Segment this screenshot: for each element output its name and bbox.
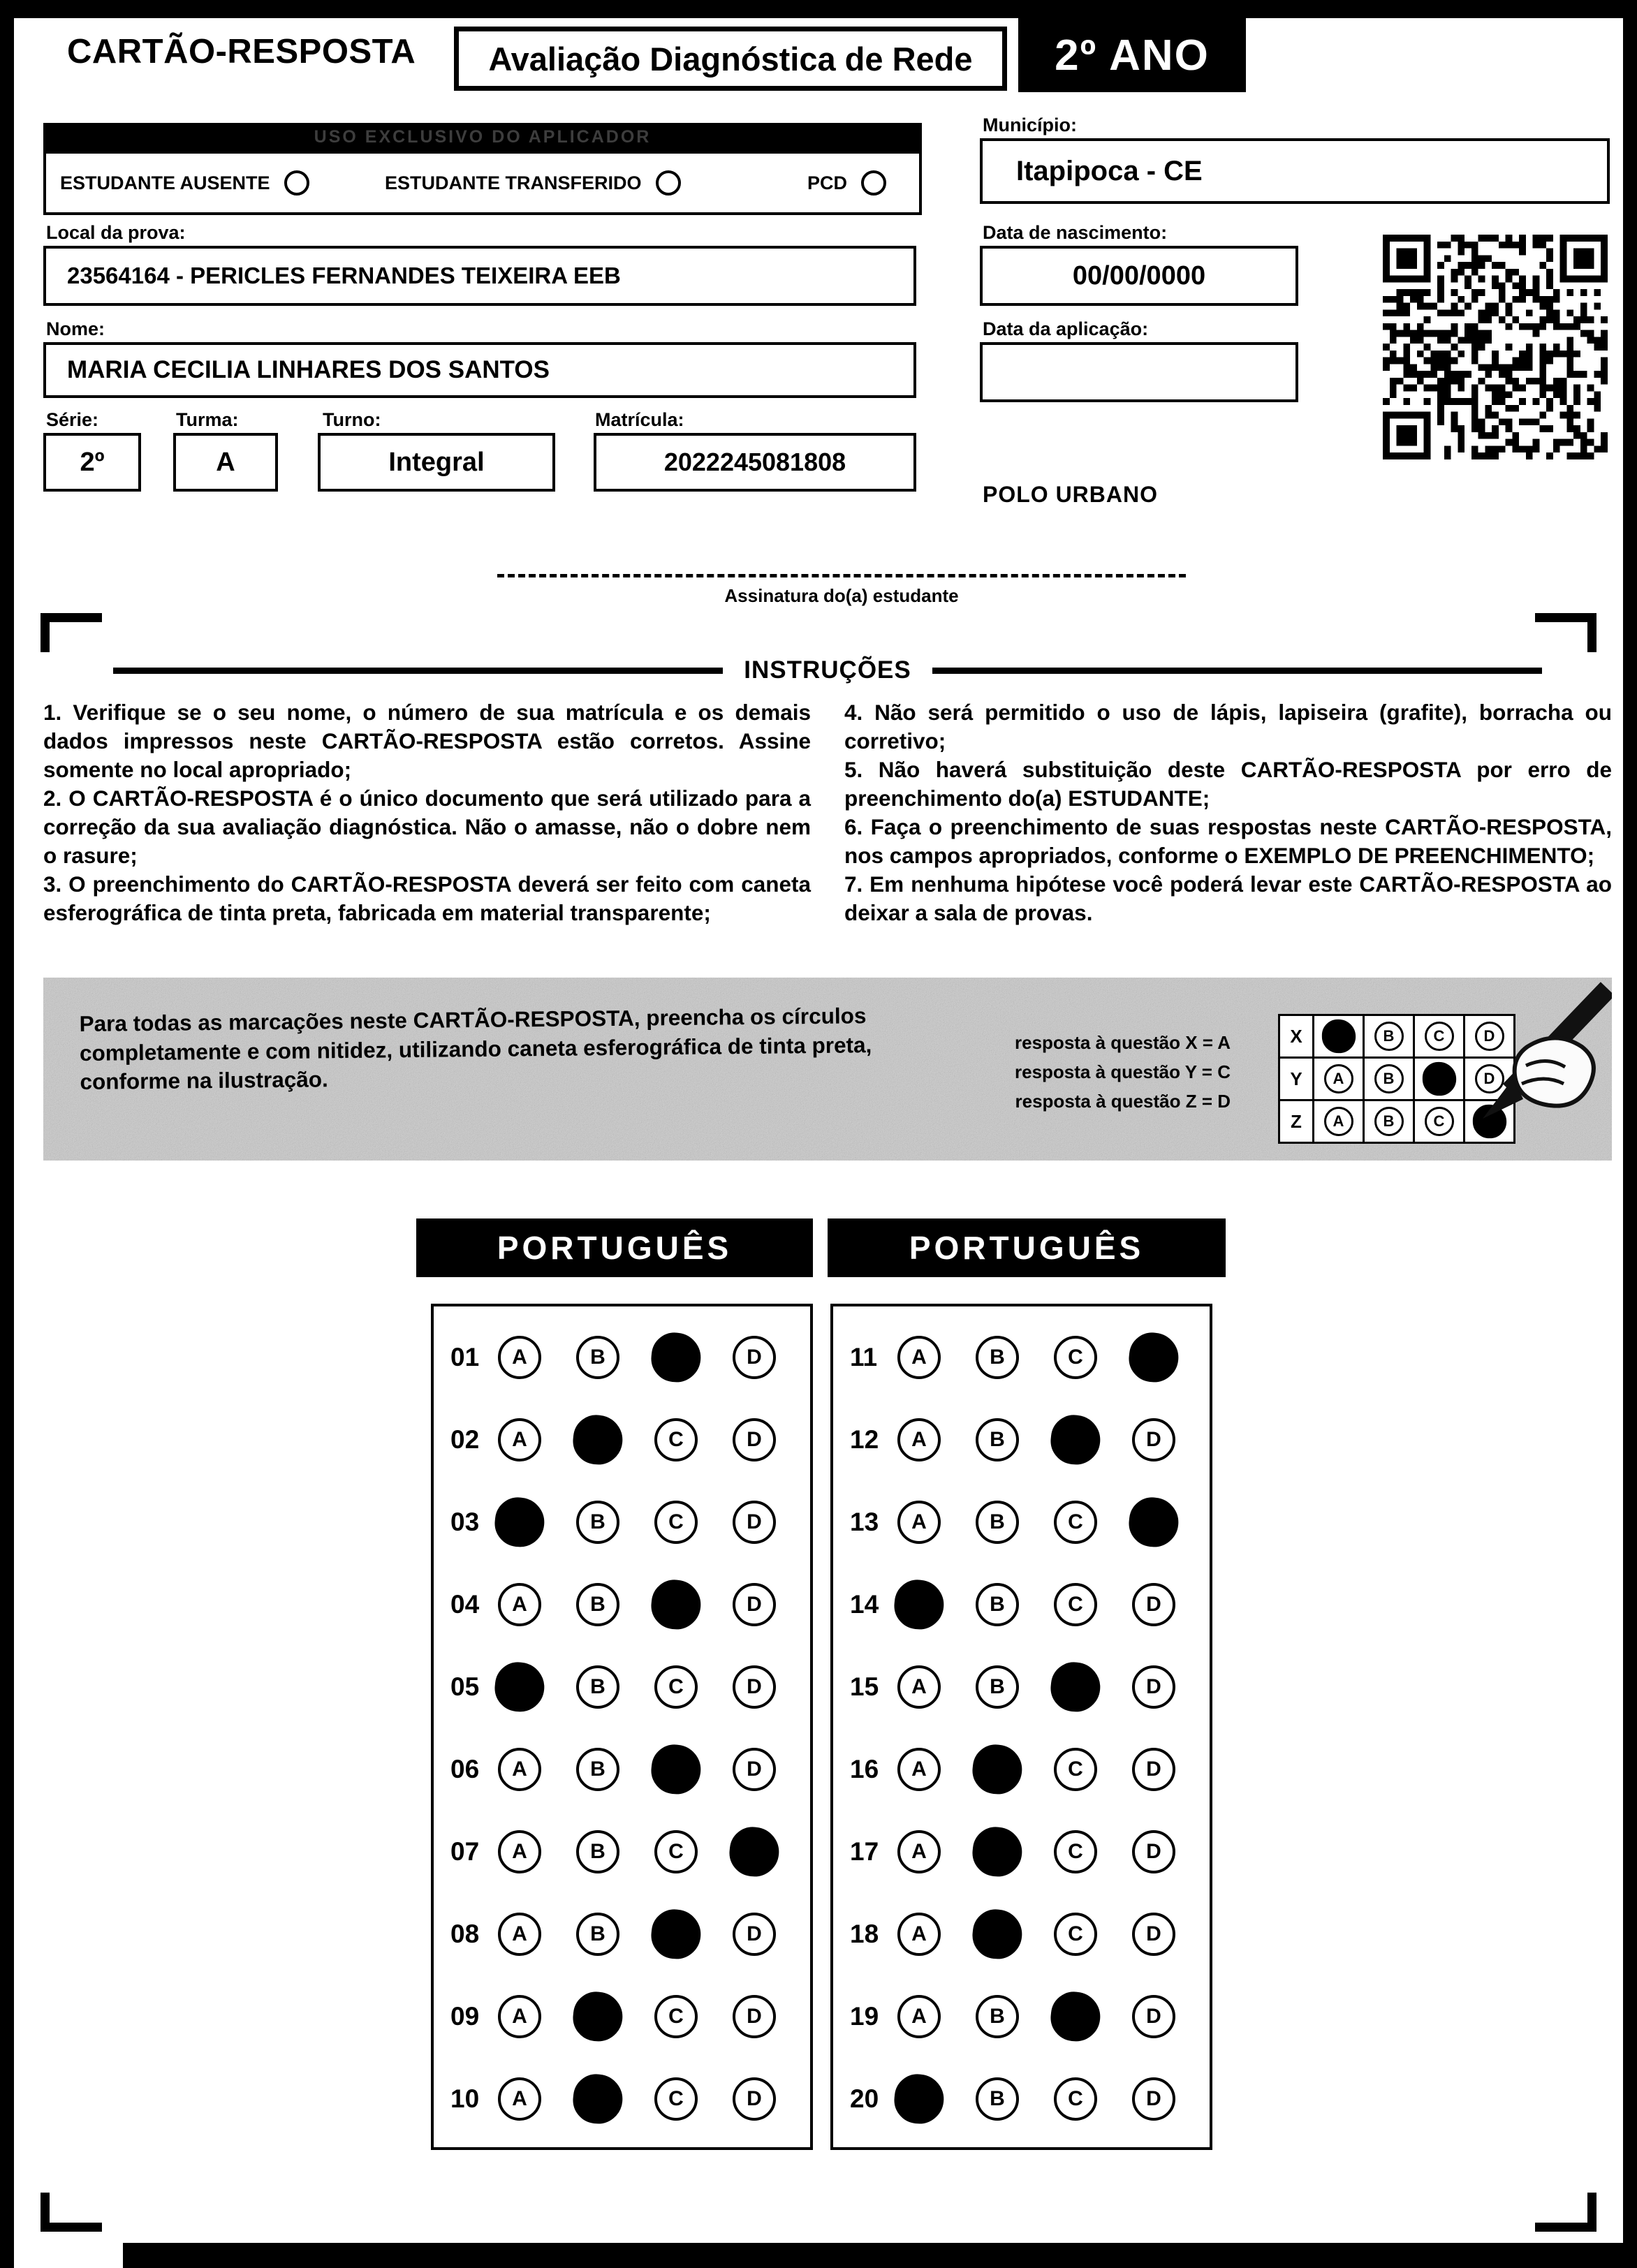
answer-bubble-D[interactable]: D <box>1132 1995 1175 2038</box>
exam-title: Avaliação Diagnóstica de Rede <box>454 27 1007 91</box>
answer-bubble-D-filled[interactable] <box>1126 1330 1181 1385</box>
question-number: 13 <box>850 1508 879 1536</box>
answer-bubble-A-filled[interactable] <box>892 2072 946 2126</box>
answer-bubble-D[interactable]: D <box>733 1418 776 1461</box>
answer-bubble-A[interactable]: A <box>498 1418 541 1461</box>
answer-bubble-D[interactable]: D <box>1132 1830 1175 1873</box>
example-band <box>43 978 1612 1161</box>
answer-row <box>434 1893 810 1975</box>
example-legend <box>1007 1028 1231 1116</box>
answer-bubble-A-filled[interactable] <box>492 1495 547 1549</box>
answer-bubble-C-filled[interactable] <box>649 1742 703 1797</box>
answer-bubble-A[interactable]: A <box>897 1501 941 1544</box>
answer-bubble-B[interactable]: B <box>976 1501 1019 1544</box>
answer-bubble-D[interactable]: D <box>733 1995 776 2038</box>
answer-bubble-B[interactable]: B <box>976 2077 1019 2121</box>
question-number: 05 <box>450 1672 480 1701</box>
answer-bubble-C-filled[interactable] <box>1048 1413 1103 1467</box>
question-number: 01 <box>450 1343 480 1371</box>
answer-bubble-B[interactable]: B <box>576 1830 619 1873</box>
answer-bubble-B-filled[interactable] <box>571 2072 625 2126</box>
local-label: Local da prova: <box>46 222 186 243</box>
polo-label: POLO URBANO <box>983 482 1158 507</box>
signature-line[interactable] <box>497 574 1186 577</box>
nome-value: MARIA CECILIA LINHARES DOS SANTOS <box>67 356 550 383</box>
answer-row <box>833 1893 1210 1975</box>
answer-row <box>833 1316 1210 1399</box>
answer-row <box>434 1975 810 2058</box>
corner-mark <box>41 613 102 652</box>
aplicacao-box <box>980 342 1298 402</box>
corner-mark <box>1535 613 1596 652</box>
example-grid-cell <box>1312 1016 1363 1056</box>
answer-bubble-D-filled[interactable] <box>1126 1495 1181 1549</box>
question-number: 15 <box>850 1672 879 1701</box>
serie-box <box>43 433 141 492</box>
serie-label: Série: <box>46 409 99 430</box>
question-number: 14 <box>850 1590 879 1619</box>
example-legend-line: resposta à questão Z = D <box>1015 1091 1231 1112</box>
page-border-left <box>0 0 14 2268</box>
example-grid-cell <box>1312 1059 1363 1099</box>
answer-bubble-D[interactable]: D <box>733 1913 776 1956</box>
example-row-label: Y <box>1290 1068 1302 1089</box>
instruction-item: 6. Faça o preenchimento de suas respostas neste CARTÃO-RESPOSTA, nos campos apropriados, conforme o EXEMPLO DE PREENCHIMENTO; <box>844 813 1612 868</box>
answer-bubble-C-filled[interactable] <box>649 1330 703 1385</box>
local-value: 23564164 - PERICLES FERNANDES TEIXEIRA EEB <box>67 263 621 288</box>
answer-bubble-D[interactable]: D <box>733 1501 776 1544</box>
answer-bubble-B[interactable]: B <box>976 1665 1019 1709</box>
question-number: 12 <box>850 1425 879 1454</box>
applicator-option-circle[interactable] <box>284 170 309 196</box>
answer-bubble-D[interactable]: D <box>733 2077 776 2121</box>
instructions-header <box>43 656 1612 684</box>
question-number: 08 <box>450 1920 480 1948</box>
answer-bubble-C[interactable]: C <box>1054 1336 1097 1379</box>
local-box <box>43 246 916 306</box>
answer-row <box>833 1563 1210 1646</box>
example-row-label: Z <box>1291 1110 1302 1132</box>
answer-row <box>434 1811 810 1893</box>
instructions-section <box>43 656 1612 927</box>
corner-mark <box>41 2193 102 2232</box>
municipio-label: Município: <box>983 115 1077 135</box>
applicator-option <box>807 154 886 212</box>
answer-bubble-D[interactable]: D <box>733 1336 776 1379</box>
answer-row <box>434 1481 810 1563</box>
municipio-value: Itapipoca - CE <box>1016 155 1203 186</box>
answer-bubble-D[interactable]: D <box>1132 1583 1175 1626</box>
answer-bubble-B-filled[interactable] <box>970 1825 1025 1879</box>
example-bubble: D <box>1475 1022 1504 1051</box>
instruction-item: 4. Não será permitido o uso de lápis, lapiseira (grafite), borracha ou corretivo; <box>844 700 1612 753</box>
answer-bubble-D[interactable]: D <box>733 1748 776 1791</box>
bottom-black-bar <box>123 2243 1637 2268</box>
answer-bubble-D[interactable]: D <box>1132 2077 1175 2121</box>
page-border-right <box>1623 0 1637 2268</box>
answer-bubble-D[interactable]: D <box>1132 1418 1175 1461</box>
question-number: 02 <box>450 1425 480 1454</box>
applicator-option-label: ESTUDANTE AUSENTE <box>60 172 270 193</box>
question-number: 06 <box>450 1755 480 1783</box>
question-number: 10 <box>450 2084 480 2113</box>
example-row-label: X <box>1290 1025 1302 1047</box>
example-legend-line: resposta à questão Y = C <box>1014 1061 1231 1082</box>
example-grid-cell <box>1363 1016 1413 1056</box>
applicator-option-label: ESTUDANTE TRANSFERIDO <box>385 172 642 193</box>
answer-bubble-C[interactable]: C <box>654 2077 698 2121</box>
answer-bubble-B[interactable]: B <box>576 1913 619 1956</box>
question-number: 17 <box>850 1837 879 1866</box>
turma-box <box>173 433 278 492</box>
answer-bubble-C[interactable]: C <box>1054 1748 1097 1791</box>
answer-bubble-D[interactable]: D <box>733 1583 776 1626</box>
turma-label: Turma: <box>176 409 239 430</box>
instructions-title: INSTRUÇÕES <box>744 656 911 684</box>
question-number: 18 <box>850 1920 879 1948</box>
example-grid-cell <box>1363 1101 1413 1142</box>
answer-row <box>434 1563 810 1646</box>
nascimento-box <box>980 246 1298 306</box>
answer-bubble-A[interactable]: A <box>897 1913 941 1956</box>
answer-bubble-C-filled[interactable] <box>1048 1660 1103 1714</box>
answer-bubble-A[interactable]: A <box>897 1748 941 1791</box>
answer-bubble-B-filled[interactable] <box>571 1413 625 1467</box>
instruction-item: 5. Não haverá substituição deste CARTÃO-RESPOSTA por erro de preenchimento do(a) ESTUDANTE; <box>844 756 1612 811</box>
answer-bubble-A[interactable]: A <box>897 1665 941 1709</box>
municipio-box <box>980 138 1610 204</box>
turno-box <box>318 433 555 492</box>
answer-bubble-B-filled[interactable] <box>970 1907 1025 1961</box>
question-number: 11 <box>850 1343 878 1371</box>
corner-mark <box>1535 2193 1596 2232</box>
instruction-item: 7. Em nenhuma hipótese você poderá levar este CARTÃO-RESPOSTA ao deixar a sala de provas. <box>844 871 1612 925</box>
instruction-item: 3. O preenchimento do CARTÃO-RESPOSTA deverá ser feito com caneta esferográfica de tinta preta, fabricada em material transparente; <box>43 871 811 925</box>
turno-value: Integral <box>388 447 485 477</box>
answer-row <box>833 1646 1210 1728</box>
answer-bubble-C-filled[interactable] <box>1048 1989 1103 2044</box>
answer-bubble-B[interactable]: B <box>576 1583 619 1626</box>
answer-bubble-A[interactable]: A <box>897 1830 941 1873</box>
example-bubble: B <box>1374 1107 1404 1136</box>
answer-bubble-A[interactable]: A <box>498 1995 541 2038</box>
nome-box <box>43 342 916 398</box>
answer-row <box>833 1975 1210 2058</box>
answer-bubble-A[interactable]: A <box>498 1913 541 1956</box>
nascimento-value: 00/00/0000 <box>1072 260 1206 290</box>
answer-bubble-A[interactable]: A <box>498 2077 541 2121</box>
answer-bubble-B[interactable]: B <box>576 1748 619 1791</box>
sheet-title: CARTÃO-RESPOSTA <box>67 33 416 71</box>
rule-line <box>113 668 723 674</box>
turma-value: A <box>216 447 235 477</box>
example-bubble: C <box>1425 1107 1454 1136</box>
applicator-bar: USO EXCLUSIVO DO APLICADOR <box>43 123 922 151</box>
question-number: 07 <box>450 1837 480 1866</box>
answer-bubble-C[interactable]: C <box>654 1995 698 2038</box>
answer-bubble-D[interactable]: D <box>1132 1748 1175 1791</box>
answer-row <box>833 1811 1210 1893</box>
applicator-option-circle[interactable] <box>861 170 886 196</box>
answer-bubble-A[interactable]: A <box>897 1418 941 1461</box>
answer-bubble-C[interactable]: C <box>1054 2077 1097 2121</box>
answer-bubble-B-filled[interactable] <box>970 1742 1025 1797</box>
instructions-right-column <box>844 698 1612 927</box>
section-title-portugues-2: PORTUGUÊS <box>828 1218 1226 1277</box>
answer-row <box>434 1316 810 1399</box>
applicator-option-circle[interactable] <box>656 170 681 196</box>
applicator-option <box>60 154 309 212</box>
answer-bubble-C[interactable]: C <box>654 1830 698 1873</box>
example-grid-cell <box>1312 1101 1363 1142</box>
answer-bubble-A[interactable]: A <box>498 1336 541 1379</box>
answer-bubble-C[interactable]: C <box>1054 1501 1097 1544</box>
hand-pen-icon <box>1444 980 1612 1148</box>
answer-bubble-C[interactable]: C <box>654 1501 698 1544</box>
page-border-top <box>0 0 1637 18</box>
answer-bubble-C[interactable]: C <box>654 1418 698 1461</box>
instruction-item: 1. Verifique se o seu nome, o número de sua matrícula e os demais dados impressos neste CARTÃO-RESPOSTA estão corretos. Assine somente no local apropriado; <box>43 700 811 782</box>
example-instruction-text: Para todas as marcações neste CARTÃO-RESPOSTA, preencha os círculos completamente e com nitidez, utilizando caneta esferográfica de tinta preta, conforme na ilustração. <box>79 1003 872 1095</box>
example-bubble-filled <box>1321 1019 1355 1053</box>
question-number: 20 <box>850 2084 879 2113</box>
rule-line <box>932 668 1542 674</box>
answer-bubble-A-filled[interactable] <box>892 1577 946 1632</box>
qr-code <box>1383 235 1608 459</box>
answer-bubble-A[interactable]: A <box>498 1748 541 1791</box>
applicator-option-label: PCD <box>807 172 848 193</box>
answer-bubble-B[interactable]: B <box>976 1336 1019 1379</box>
example-bubble: C <box>1425 1022 1454 1051</box>
answer-bubble-C-filled[interactable] <box>649 1577 703 1632</box>
matricula-box <box>594 433 916 492</box>
answer-row <box>833 1399 1210 1481</box>
answer-bubble-B-filled[interactable] <box>571 1989 625 2044</box>
answer-bubble-C-filled[interactable] <box>649 1907 703 1961</box>
answer-bubble-A[interactable]: A <box>498 1830 541 1873</box>
answer-bubble-D[interactable]: D <box>1132 1913 1175 1956</box>
example-grid-cell <box>1363 1059 1413 1099</box>
question-number: 03 <box>450 1508 480 1536</box>
answer-bubble-B[interactable]: B <box>976 1995 1019 2038</box>
answer-row <box>833 1481 1210 1563</box>
example-bubble: B <box>1374 1064 1404 1094</box>
answer-bubble-D[interactable]: D <box>733 1665 776 1709</box>
grade-badge: 2º ANO <box>1018 18 1246 92</box>
answer-row <box>434 1646 810 1728</box>
answer-bubble-A[interactable]: A <box>897 1995 941 2038</box>
answers-box-2 <box>830 1304 1212 2150</box>
nome-label: Nome: <box>46 318 105 339</box>
serie-value: 2º <box>80 447 105 477</box>
question-number: 09 <box>450 2002 480 2031</box>
turno-label: Turno: <box>323 409 381 430</box>
answer-bubble-C[interactable]: C <box>654 1665 698 1709</box>
answer-bubble-A-filled[interactable] <box>492 1660 547 1714</box>
example-legend-line: resposta à questão X = A <box>1015 1032 1231 1053</box>
example-bubble: D <box>1475 1064 1504 1094</box>
answer-bubble-A[interactable]: A <box>498 1583 541 1626</box>
example-bubble: A <box>1324 1064 1353 1094</box>
answer-bubble-D[interactable]: D <box>1132 1665 1175 1709</box>
answer-bubble-B[interactable]: B <box>576 1501 619 1544</box>
question-number: 19 <box>850 2002 879 2031</box>
answers-box-1 <box>431 1304 813 2150</box>
answer-bubble-C[interactable]: C <box>1054 1913 1097 1956</box>
answer-row <box>434 1399 810 1481</box>
answer-row <box>434 2058 810 2140</box>
nascimento-label: Data de nascimento: <box>983 222 1168 243</box>
signature-label: Assinatura do(a) estudante <box>724 585 959 606</box>
instructions-left-column <box>43 698 811 927</box>
section-title-portugues-1: PORTUGUÊS <box>416 1218 813 1277</box>
answer-bubble-D-filled[interactable] <box>727 1825 781 1879</box>
question-number: 16 <box>850 1755 879 1783</box>
answer-bubble-B[interactable]: B <box>576 1665 619 1709</box>
example-bubble: A <box>1324 1107 1353 1136</box>
answer-bubble-B[interactable]: B <box>576 1336 619 1379</box>
answer-bubble-B[interactable]: B <box>976 1418 1019 1461</box>
answer-bubble-C[interactable]: C <box>1054 1830 1097 1873</box>
answer-bubble-A[interactable]: A <box>897 1336 941 1379</box>
instruction-item: 2. O CARTÃO-RESPOSTA é o único documento que será utilizado para a correção da sua avaliação diagnóstica. Não o amasse, não o dobre nem o rasure; <box>43 785 811 868</box>
matricula-label: Matrícula: <box>595 409 684 430</box>
matricula-value: 2022245081808 <box>663 448 846 476</box>
example-bubble: B <box>1374 1022 1404 1051</box>
answer-bubble-B[interactable]: B <box>976 1583 1019 1626</box>
answer-row <box>833 2058 1210 2140</box>
aplicacao-label: Data da aplicação: <box>983 318 1149 339</box>
applicator-options <box>43 151 922 215</box>
applicator-option <box>385 154 681 212</box>
answer-bubble-C[interactable]: C <box>1054 1583 1097 1626</box>
answer-row <box>833 1728 1210 1811</box>
answer-row <box>434 1728 810 1811</box>
question-number: 04 <box>450 1590 480 1619</box>
